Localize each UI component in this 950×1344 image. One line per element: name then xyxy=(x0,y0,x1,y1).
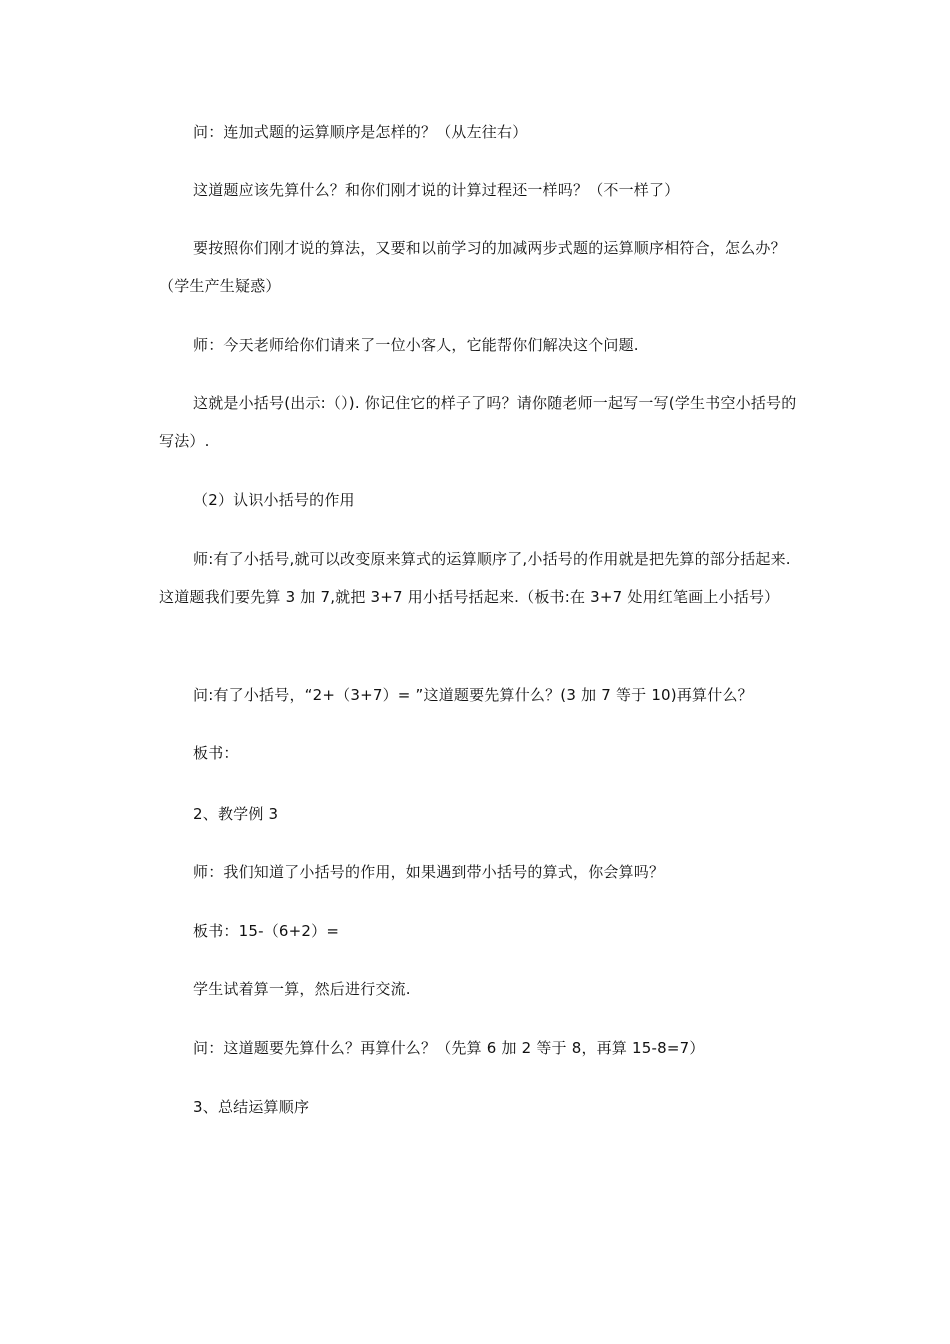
paragraph-board-expression: 板书：15-（6+2）= xyxy=(193,922,340,940)
paragraph-question-with-parentheses: 问:有了小括号，“2+（3+7）= ”这道题要先算什么？(3 加 7 等于 10)再算什么？ xyxy=(193,686,753,704)
paragraph-what-first: 这道题应该先算什么？和你们刚才说的计算过程还一样吗？（不一样了） xyxy=(193,181,680,199)
paragraph-example-3-heading: 2、教学例 3 xyxy=(193,805,279,823)
paragraph-parentheses-function: 师:有了小括号,就可以改变原来算式的运算顺序了,小括号的作用就是把先算的部分括起来. 这道题我们要先算 3 加 7,就把 3+7 用小括号括起来.（板书:在 3+7 处用红笔画上小括号） xyxy=(159,550,791,606)
paragraph-teacher-question: 师：我们知道了小括号的作用，如果遇到带小括号的算式，你会算吗？ xyxy=(193,863,665,881)
paragraph-section-2-heading: （2）认识小括号的作用 xyxy=(193,491,355,509)
paragraph-board-writing: 板书： xyxy=(193,744,239,762)
paragraph-section-3-heading: 3、总结运算顺序 xyxy=(193,1098,310,1116)
paragraph-how-to-do: 要按照你们刚才说的算法，又要和以前学习的加减两步式题的运算顺序相符合，怎么办？（学生产生疑惑） xyxy=(159,239,786,295)
paragraph-show-parentheses: 这就是小括号(出示:（）). 你记住它的样子了吗？请你随老师一起写一写(学生书空小括号的写法）. xyxy=(159,394,797,450)
paragraph-teacher-guest: 师：今天老师给你们请来了一位小客人，它能帮你们解决这个问题. xyxy=(193,336,639,354)
paragraph-students-try: 学生试着算一算，然后进行交流. xyxy=(193,980,411,998)
paragraph-question-addition-order: 问：连加式题的运算顺序是怎样的？（从左往右） xyxy=(193,123,528,141)
paragraph-question-steps: 问：这道题要先算什么？再算什么？（先算 6 加 2 等于 8，再算 15-8=7） xyxy=(193,1039,705,1057)
